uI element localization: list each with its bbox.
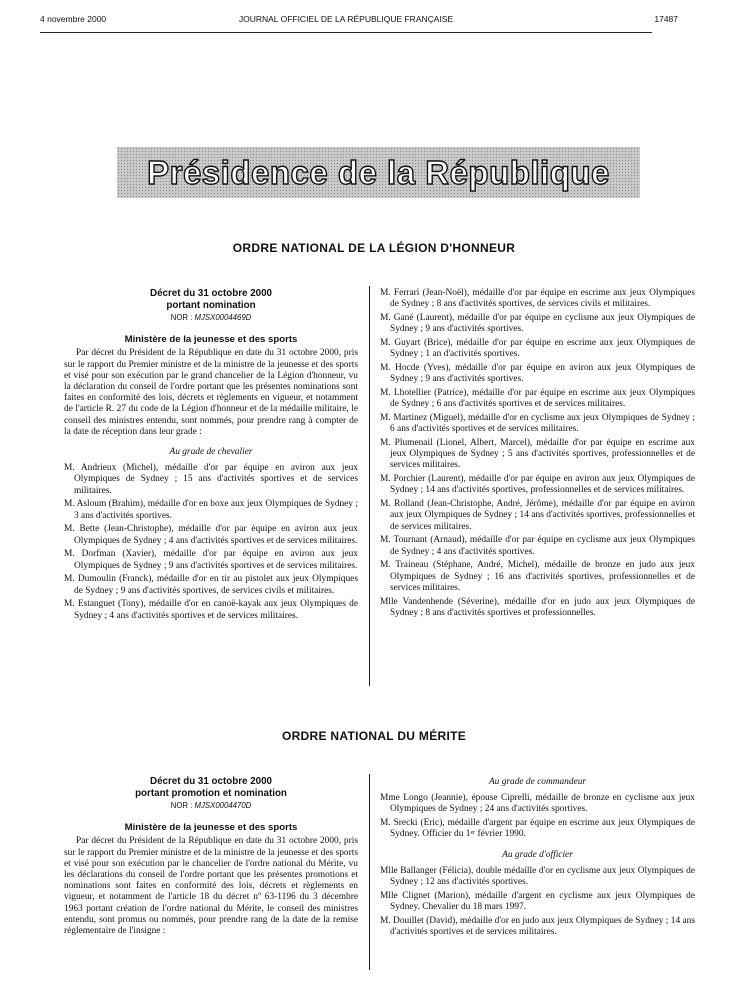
decree2-grade-officier: Au grade d'officier <box>502 849 573 860</box>
decree2-title-line1: Décret du 31 octobre 2000 <box>150 776 272 787</box>
banner-title: Présidence de la République <box>147 154 610 191</box>
list-item: M. Traineau (Stéphane, André, Michel), médaille de bronze en judo aux jeux Olympiques de Sydney ; 16 ans d'activités sportives, professionnelles et de services militaires. <box>380 560 695 593</box>
header-date: 4 novembre 2000 <box>40 14 107 24</box>
list-item: M. Martinez (Miguel), médaille d'or en cyclisme aux jeux Olympiques de Sydney ; 6 ans d'activités sportives et de services militaires. <box>380 413 695 435</box>
list-item: M. Plumenail (Lionel, Albert, Marcel), médaille d'or par équipe en escrime aux jeux Olympiques de Sydney ; 5 ans d'activités sportives, professionnelles et de services militaires. <box>380 438 695 471</box>
list-item <box>380 818 695 840</box>
srecki-superscript: er <box>470 830 476 837</box>
decree2-intro: Par décret du Président de la République en date du 31 octobre 2000, pris sur le rapport du Premier ministre et de la ministre de la jeunesse et des sports et visé pour son exécution par le chancelier de l'ordre national du Mérite, vu les déclarations du conseil de l'ordre portant que les présentes promotions et nominations sont faites en conformité des lois, décrets et règlements en vigueur, et notamment de l'article 18 du décret nº 63-1196 du 3 décembre 1963 portant création de l'ordre national du Mérite, le conseil des ministres entendu, sont promus ou nommés, pour prendre rang de la date de la remise réglementaire de l'insigne : <box>64 836 358 937</box>
decree1-title-line1: Décret du 31 octobre 2000 <box>150 288 272 299</box>
decree2-ministry: Ministère de la jeunesse et des sports <box>124 822 298 834</box>
decree2-title-line2: portant promotion et nomination <box>135 787 287 799</box>
list-item: M. Andrieux (Michel), médaille d'or par équipe en aviron aux jeux Olympiques de Sydney ; 15 ans d'activités sportives et de services militaires. <box>64 463 358 496</box>
decree1-intro: Par décret du Président de la République en date du 31 octobre 2000, pris sur le rapport du Premier ministre et de la ministre de la jeunesse et des sports et visé pour son exécution par le grand chancelier de la Légion d'honneur, vu la déclaration du conseil de l'ordre portant que les présentes nominations sont faites en conformité des lois, décrets et règlements en vigueur, et notamment de l'article R. 27 du code de la Légion d'honneur et de la médaille militaire, le conseil des ministres entendu, sont nommés, pour prendre rang à compter de la date de réception dans leur grade : <box>64 348 358 437</box>
decree1-nor-code: MJSX0004469D <box>194 313 252 322</box>
header-page-number: 17487 <box>654 14 678 24</box>
decree2-title <box>64 776 358 799</box>
list-item: M. Dumoulin (Franck), médaille d'or en tir au pistolet aux jeux Olympiques de Sydney ; 9 ans d'activités sportives, de services civils et militaires. <box>64 574 358 596</box>
srecki-text: M. Srecki (Eric), médaille d'argent par équipe en escrime aux jeux Olympiques de Sydney. Officier du 1 <box>380 818 695 840</box>
list-item: M. Dorfman (Xavier), médaille d'or par équipe en aviron aux jeux Olympiques de Sydney ; 9 ans d'activités sportives et de services militaires. <box>64 549 358 571</box>
list-item: M. Estanguet (Tony), médaille d'or en canoë-kayak aux jeux Olympiques de Sydney ; 4 ans d'activités sportives et de services militaires. <box>64 599 358 621</box>
list-item: M. Tournant (Arnaud), médaille d'or par équipe en cyclisme aux jeux Olympiques de Sydney ; 4 ans d'activités sportives. <box>380 535 695 557</box>
decree2-grade-commandeur: Au grade de commandeur <box>488 777 587 787</box>
section1-right-column <box>380 288 695 622</box>
list-item: Mlle Ballanger (Félicia), double médaille d'or en cyclisme aux jeux Olympiques de Sydney ; 12 ans d'activités sportives. <box>380 865 695 888</box>
header-journal-title: JOURNAL OFFICIEL DE LA RÉPUBLIQUE FRANÇAISE <box>238 14 454 24</box>
list-item: M. Rolland (Jean-Christophe, André, Jérôme), médaille d'or par équipe en aviron aux jeux Olympiques de Sydney ; 14 ans d'activités sportives, professionnelles et de services militaires. <box>380 499 695 532</box>
decree1-nor <box>64 312 358 323</box>
srecki-date: février 1990. <box>475 829 526 840</box>
decree1-ministry: Ministère de la jeunesse et des sports <box>124 334 298 346</box>
list-item: M. Asloum (Brahim), médaille d'or en boxe aux jeux Olympiques de Sydney ; 3 ans d'activités sportives. <box>64 499 358 521</box>
list-item: M. Guyart (Brice), médaille d'or par équipe en escrime aux jeux Olympiques de Sydney ; 1 an d'activités sportives. <box>380 338 695 360</box>
list-item: Mme Longo (Jeannie), épouse Ciprelli, médaille de bronze en cyclisme aux jeux Olympiques de Sydney ; 24 ans d'activités sportives. <box>380 793 695 815</box>
decree1-grade-chevalier: Au grade de chevalier <box>169 447 253 458</box>
decree2-nor-label: NOR : <box>170 801 193 810</box>
section1-left-column <box>64 288 358 624</box>
list-item: M. Hocde (Yves), médaille d'or par équipe en aviron aux jeux Olympiques de Sydney ; 9 ans d'activités sportives. <box>380 363 695 385</box>
decree2-nor <box>64 800 358 811</box>
list-item: M. Gané (Laurent), médaille d'or par équipe en cyclisme aux jeux Olympiques de Sydney ; 9 ans d'activités sportives. <box>380 313 695 335</box>
list-item: M. Lhotellier (Patrice), médaille d'or par équipe en escrime aux jeux Olympiques de Sydney ; 6 ans d'activités sportives et de services militaires. <box>380 388 695 410</box>
section-title-ordre-merite: ORDRE NATIONAL DU MÉRITE <box>281 729 467 743</box>
column-divider <box>369 286 370 686</box>
presidence-banner <box>117 147 640 198</box>
list-item: M. Douillet (David), médaille d'or en judo aux jeux Olympiques de Sydney ; 14 ans d'activités sportives et de services militaires. <box>380 915 695 938</box>
section2-left-column <box>64 776 358 937</box>
list-item: Mlle Vandenhende (Séverine), médaille d'or en judo aux jeux Olympiques de Sydney ; 8 ans d'activités sportives et professionnelles. <box>380 596 695 618</box>
column-divider <box>369 774 370 970</box>
list-item: Mlle Clignet (Marion), médaille d'argent en cyclisme aux jeux Olympiques de Sydney. Chevalier du 18 mars 1997. <box>380 890 695 913</box>
section2-right-column <box>380 776 695 941</box>
list-item: M. Porchier (Laurent), médaille d'or par équipe en aviron aux jeux Olympiques de Sydney ; 14 ans d'activités sportives, professionnelles et de services militaires. <box>380 474 695 496</box>
list-item: M. Bette (Jean-Christophe), médaille d'or par équipe en aviron aux jeux Olympiques de Sydney ; 4 ans d'activités sportives et de services militaires. <box>64 524 358 546</box>
decree2-nor-code: MJSX0004470D <box>194 801 252 810</box>
decree1-title <box>64 288 358 311</box>
decree1-title-line2: portant nomination <box>166 299 256 311</box>
section-title-legion-honneur: ORDRE NATIONAL DE LA LÉGION D'HONNEUR <box>232 241 516 255</box>
list-item: M. Ferrari (Jean-Noël), médaille d'or par équipe en escrime aux jeux Olympiques de Sydney ; 8 ans d'activités sportives, de services civils et militaires. <box>380 288 695 310</box>
decree1-nor-label: NOR : <box>170 313 193 322</box>
running-header <box>40 14 678 33</box>
